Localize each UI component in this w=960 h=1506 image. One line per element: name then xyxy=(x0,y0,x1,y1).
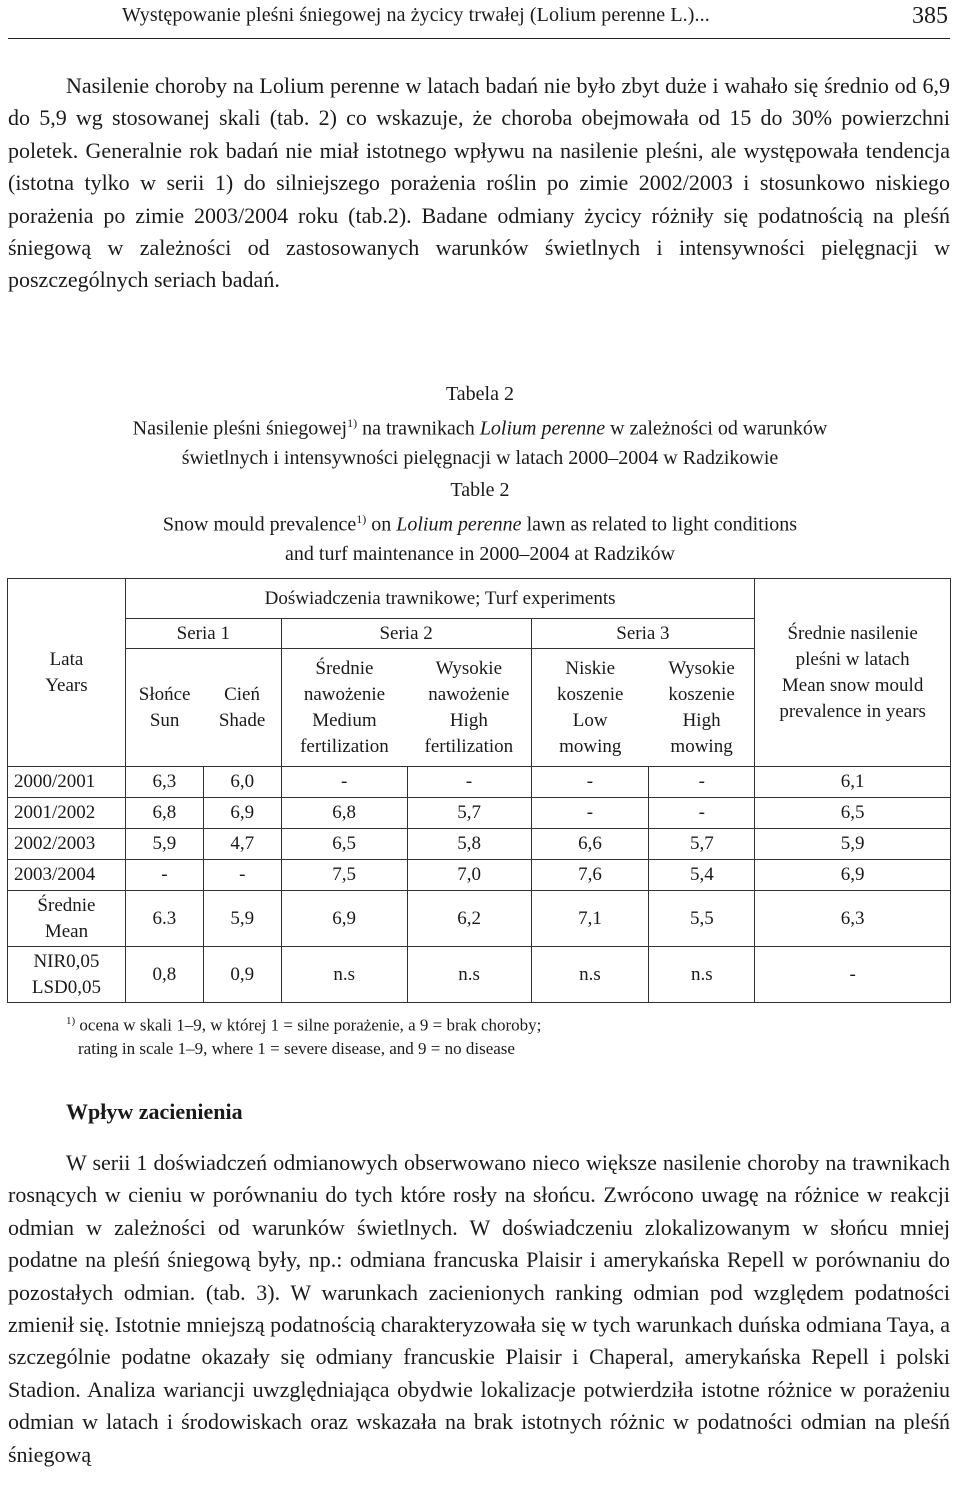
subheader-low-mowing: Niskie koszenie Low mowing xyxy=(531,649,649,767)
table-row: 2002/2003 5,9 4,7 6,5 5,8 6,6 5,7 5,9 xyxy=(8,829,951,860)
table-row-mean: Średnie Mean 6.3 5,9 6,9 6,2 7,1 5,5 6,3 xyxy=(8,891,951,947)
subheader-shade: Cień Shade xyxy=(203,649,281,767)
subheader-medium-fertilization: Średnie nawożenie Medium fertilization xyxy=(281,649,407,767)
paragraph-disease-prevalence xyxy=(8,70,950,297)
caption-pl-line2: świetlnych i intensywności pielęgnacji w latach 2000–2004 w Radzikowie xyxy=(181,446,779,469)
table-row: 2001/2002 6,8 6,9 6,8 5,7 - - 6,5 xyxy=(8,798,951,829)
paragraph-shading-effect xyxy=(8,1147,950,1471)
running-title: Występowanie pleśni śniegowej na życicy trwałej (Lolium perenne L.)... xyxy=(122,4,710,26)
table-label-en: Table 2 xyxy=(450,479,510,501)
caption-pl-line1: Nasilenie pleśni śniegowej$^{1)}$ na trawnikach Lolium perenne w zależności od warunków xyxy=(132,416,828,440)
caption-en-line1: Snow mould prevalence$^{1)}$ on Lolium perenne lawn as related to light conditions xyxy=(162,512,798,536)
paragraph-1-text: Nasilenie choroby na Lolium perenne w latach badań nie było zbyt duże i wahało się średnio od 6,9 do 5,9 wg stosowanej skali (tab. 2) co wskazuje, że choroba obejmowała od 15 do 30% powierzchni poletek. Generalnie rok badań nie miał istotnego wpływu na nasilenie pleśni, ale występowała tendencja (istotna tylko w serii 1) do silniejszego porażenia roślin po zimie 2002/2003 i stosunkowo niskiego porażenia po zimie 2003/2004 roku (tab.2). Badane odmiany życicy różniły się podatnością na pleśń śniegową w zależności od zastosowanych warunków świetlnych i intensywności pielęgnacji w poszczególnych seriach badań. xyxy=(8,73,950,293)
table-row: 2000/2001 6,3 6,0 - - - - 6,1 xyxy=(8,767,951,798)
series-3-header: Seria 3 xyxy=(531,619,755,649)
series-2-header: Seria 2 xyxy=(281,619,531,649)
table-label-pl: Tabela 2 xyxy=(445,383,514,405)
running-header xyxy=(8,0,950,39)
table-caption-english xyxy=(0,476,960,569)
section-title: Wpływ zacienienia xyxy=(66,1099,243,1124)
snow-mould-table xyxy=(7,578,951,1003)
table-row-lsd: NIR0,05 LSD0,05 0,8 0,9 n.s n.s n.s n.s - xyxy=(8,947,951,1003)
series-1-header: Seria 1 xyxy=(125,619,281,649)
subheader-high-fertilization: Wysokie nawożenie High fertilization xyxy=(407,649,531,767)
experiments-header: Doświadczenia trawnikowe; Turf experiments xyxy=(125,579,754,619)
table-row: 2003/2004 - - 7,5 7,0 7,6 5,4 6,9 xyxy=(8,860,951,891)
subheader-high-mowing: Wysokie koszenie High mowing xyxy=(649,649,755,767)
footnote-line2: rating in scale 1–9, where 1 = severe disease, and 9 = no disease xyxy=(78,1038,515,1058)
table-caption-polish xyxy=(0,380,960,473)
years-header: Lata Years xyxy=(8,579,126,767)
page-number: 385 xyxy=(912,3,948,29)
footnote-line1: $^{1)}$ ocena w skali 1–9, w której 1 = silne porażenie, a 9 = brak choroby; xyxy=(66,1015,542,1035)
subheader-sun: Słońce Sun xyxy=(125,649,203,767)
paragraph-2-text: W serii 1 doświadczeń odmianowych obserwowano nieco większe nasilenie choroby na trawnikach rosnących w cieniu w porównaniu do tych które rosły na słońcu. Zwrócono uwagę na różnice w reakcji odmian w zależności od warunków świetlnych. W doświadczeniu zlokalizowanym w słońcu mniej podatne na pleśń śniegową były, np.: odmiana francuska Plaisir i amerykańska Repell w porównaniu do pozostałych odmian. (tab. 3). W warunkach zacienionych ranking odmian pod względem podatności zmienił się. Istotnie mniejszą podatnością charakteryzowała się w tych warunkach duńska odmiana Taya, a szczególnie podatne okazały się odmiany francuskie Plaisir i Chaperal, amerykańska Repell i polski Stadion. Analiza wariancji uwzględniająca obydwie lokalizacje potwierdziła istotne różnice w porażeniu odmian w latach i środowiskach oraz wskazała na brak istotnych różnic w podatności odmian na pleśń śniegową xyxy=(8,1150,950,1467)
table-footnote xyxy=(66,1010,541,1060)
mean-prevalence-header: Średnie nasilenie pleśni w latach Mean snow mould prevalence in years xyxy=(755,579,951,767)
caption-en-line2: and turf maintenance in 2000–2004 at Radzików xyxy=(285,542,675,565)
